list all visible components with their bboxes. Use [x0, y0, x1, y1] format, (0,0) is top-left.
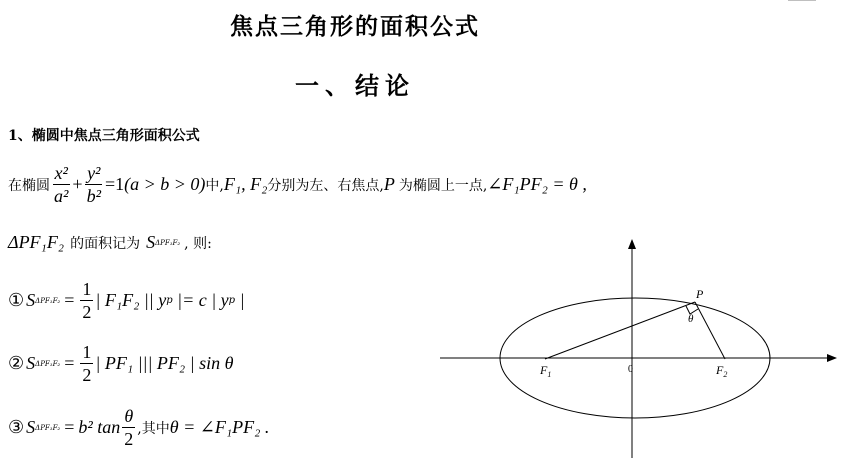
equals-one: =1 — [104, 174, 125, 194]
formula-rhs: | F₁F₂ || y — [95, 290, 167, 310]
formula-3 — [8, 405, 269, 450]
formula-lhs-subscript: ΔPF₁F₂ — [35, 423, 61, 432]
label-F1-main: F — [540, 363, 548, 377]
fraction-numerator: 1 — [82, 279, 92, 299]
formula-lhs: S — [26, 353, 36, 373]
fraction-y-den: b² — [86, 186, 101, 206]
segment-PF2 — [695, 302, 725, 359]
formula-marker: ① — [8, 290, 25, 311]
ellipse-diagram — [436, 236, 842, 460]
area-definition — [8, 232, 212, 253]
subheading: 1、椭圆中焦点三角形面积公式 — [8, 128, 200, 144]
ellipse-condition: (a > b > 0) — [124, 174, 206, 194]
formula-rhs-3: | — [235, 290, 245, 310]
fraction-numerator: θ — [124, 406, 134, 426]
label-F2-sub: 2 — [723, 370, 728, 379]
formula-rhs: θ = ∠F₁PF₂ . — [169, 417, 270, 437]
label-F2 — [715, 363, 727, 379]
formula-marker: ③ — [8, 417, 25, 438]
formula-equals: = — [64, 417, 75, 437]
formula-lhs: S — [26, 417, 36, 437]
label-origin: 0 — [628, 364, 633, 375]
formula-2 — [8, 341, 233, 386]
area-text: 的面积记为 — [70, 235, 141, 252]
formula-1 — [8, 278, 245, 323]
formula-rhs: | PF₁ ||| PF₂ | sin θ — [95, 353, 234, 373]
segment-PF1 — [545, 302, 695, 359]
label-F1 — [539, 363, 551, 379]
formula-lhs-subscript: ΔPF₁F₂ — [35, 296, 61, 305]
formula-rhs-subscript: p — [166, 295, 173, 306]
statement-text: 在椭圆 — [8, 177, 50, 194]
label-F2-main: F — [716, 363, 724, 377]
area-symbol: S — [146, 232, 156, 252]
fraction-denominator: 2 — [82, 302, 92, 322]
statement-text: 分别为左、右焦点, — [267, 177, 384, 194]
formula-fraction — [80, 341, 93, 386]
section-heading: 一、结论 — [295, 71, 415, 100]
triangle-symbol: ΔPF₁F₂ — [8, 232, 65, 252]
formula-fraction — [122, 405, 135, 450]
fraction-y-num: y² — [87, 163, 101, 183]
fraction-x — [52, 162, 70, 207]
formula-rhs-2: |= c | y — [172, 290, 229, 310]
formula-pre: b² tan — [78, 417, 121, 437]
formula-rhs-2-subscript: p — [228, 295, 236, 306]
label-theta: θ — [688, 313, 694, 325]
statement-text: 为椭圆上一点, — [398, 177, 488, 194]
label-P: P — [696, 287, 704, 301]
fraction-x-den: a² — [54, 186, 69, 206]
statement-text: 中, — [205, 177, 224, 194]
fraction-denominator: 2 — [124, 429, 134, 449]
area-text-tail: , 则: — [184, 235, 212, 252]
fraction-x-num: x² — [54, 163, 68, 183]
ellipse-statement: 在椭圆 $\frac{\text{x²}}{\text{a²}}$ + $\frac{\text{y²}}{\text{b²}}$ =1 (a > b > 0) 中, F₁, F₂ 分别为左、右焦点, P 为椭圆上一点, ∠F₁PF₂ = θ , — [8, 163, 587, 206]
formula-lhs: S — [26, 290, 36, 310]
fraction-y — [85, 162, 103, 207]
fraction-denominator: 2 — [82, 365, 92, 385]
foci-symbols: F₁, F₂ — [223, 174, 268, 194]
page-title: 焦点三角形的面积公式 — [230, 13, 480, 40]
formula-equals: = — [64, 290, 75, 310]
page-corner-mark — [788, 0, 816, 5]
formula-marker: ② — [8, 353, 25, 374]
formula-fraction — [80, 278, 93, 323]
area-symbol-subscript: ΔPF₁F₂ — [155, 238, 181, 247]
formula-lhs-subscript: ΔPF₁F₂ — [35, 359, 61, 368]
fraction-numerator: 1 — [82, 342, 92, 362]
angle-definition: ∠F₁PF₂ = θ , — [487, 174, 587, 194]
formula-mid-text: ,其中 — [137, 420, 170, 437]
label-F1-sub: 1 — [547, 370, 552, 379]
point-symbol: P — [383, 174, 395, 194]
formula-equals: = — [64, 353, 75, 373]
